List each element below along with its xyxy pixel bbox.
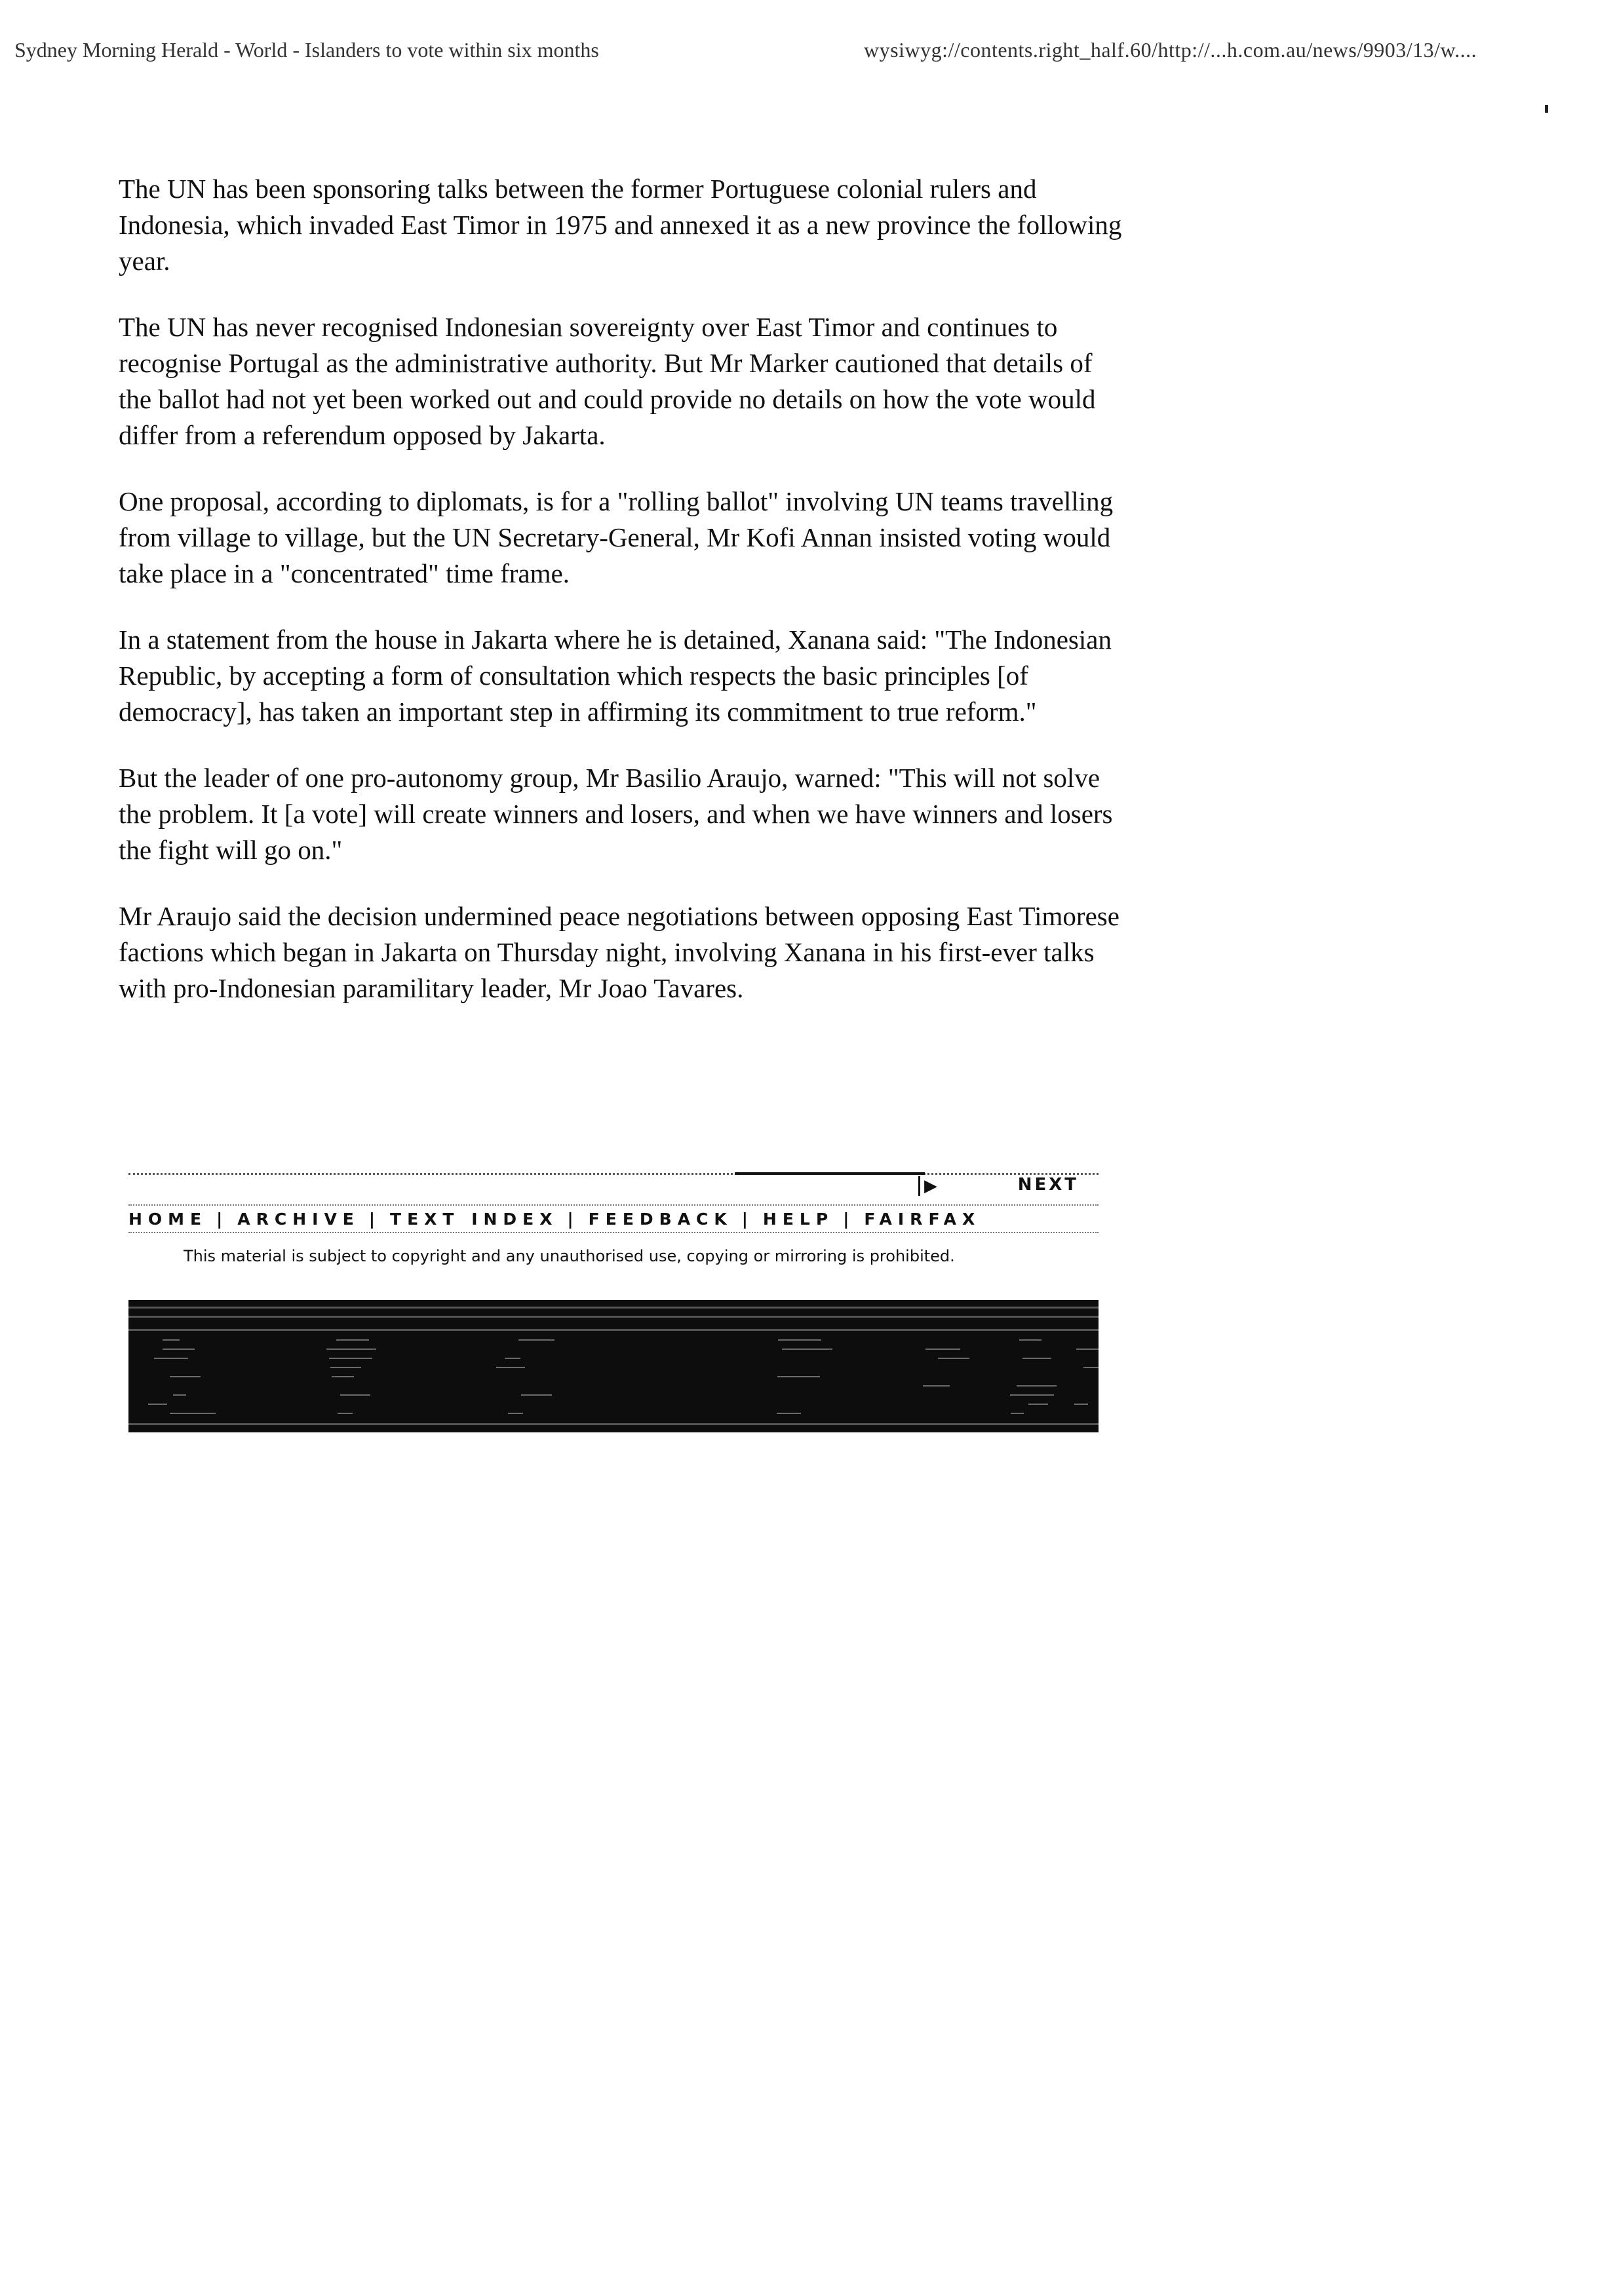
banner-fleck — [173, 1394, 186, 1396]
banner-fleck — [1011, 1413, 1024, 1414]
page-title: Sydney Morning Herald - World - Islanders to vote within six months — [14, 38, 599, 62]
banner-stripe — [128, 1423, 1099, 1425]
nav-separator: | — [567, 1209, 579, 1229]
banner-fleck — [518, 1339, 555, 1341]
banner-stripe — [128, 1329, 1099, 1331]
banner-fleck — [1022, 1358, 1051, 1359]
nav-separator: | — [843, 1209, 855, 1229]
nav-separator: | — [368, 1209, 381, 1229]
article-paragraph: In a statement from the house in Jakarta where he is detained, Xanana said: "The Indonesian Republic, by accepting a form of consultation which respects the basic principles [of democracy], has taken an important step in affirming its commitment to true reform." — [119, 624, 1112, 727]
article-paragraph: But the leader of one pro-autonomy group, Mr Basilio Araujo, warned: "This will not solve the problem. It [a vote] will create winners and losers, and when we have winners and losers the fight will go on." — [119, 763, 1113, 865]
banner-fleck — [777, 1413, 801, 1414]
article-body — [119, 171, 1128, 1037]
banner-fleck — [505, 1358, 520, 1359]
banner-fleck — [332, 1376, 354, 1377]
banner-fleck — [1019, 1339, 1041, 1341]
banner-fleck — [170, 1376, 201, 1377]
banner-fleck — [154, 1358, 188, 1359]
nav-text-index-link[interactable]: TEXT INDEX — [390, 1209, 558, 1229]
banner-fleck — [782, 1349, 832, 1350]
banner-fleck — [163, 1349, 195, 1350]
next-bar — [128, 1173, 1099, 1201]
footer-navigation — [128, 1173, 1099, 1238]
banner-fleck — [148, 1404, 167, 1405]
ad-banner[interactable] — [128, 1300, 1099, 1432]
nav-separator: | — [741, 1209, 754, 1229]
banner-stripe — [128, 1307, 1099, 1309]
nav-help-link[interactable]: HELP — [762, 1209, 834, 1229]
nav-fairfax-link[interactable]: FAIRFAX — [864, 1209, 981, 1229]
banner-fleck — [496, 1367, 525, 1368]
banner-fleck — [1010, 1394, 1054, 1396]
banner-fleck — [329, 1358, 372, 1359]
article-paragraph: The UN has been sponsoring talks between the former Portuguese colonial rulers and Indonesia, which invaded East Timor in 1975 and annexed it as a new province the following year. — [119, 174, 1122, 276]
article-paragraph: Mr Araujo said the decision undermined peace negotiations between opposing East Timorese factions which began in Jakarta on Thursday night, involving Xanana in his first-ever talks with pro-Indonesian paramilitary leader, Mr Joao Tavares. — [119, 901, 1119, 1003]
banner-fleck — [163, 1339, 180, 1341]
banner-fleck — [326, 1349, 376, 1350]
banner-fleck — [340, 1394, 370, 1396]
banner-fleck — [778, 1339, 821, 1341]
nav-home-link[interactable]: HOME — [128, 1209, 208, 1229]
play-arrow-icon[interactable]: ▶ — [918, 1176, 950, 1196]
next-link[interactable]: NEXT — [1017, 1175, 1079, 1195]
banner-fleck — [1028, 1404, 1048, 1405]
banner-fleck — [508, 1413, 523, 1414]
source-url: wysiwyg://contents.right_half.60/http://...h.com.au/news/9903/13/w.... — [864, 38, 1477, 62]
banner-fleck — [1083, 1367, 1099, 1368]
copyright-notice: This material is subject to copyright and any unauthorised use, copying or mirroring is prohibited. — [184, 1247, 955, 1265]
banner-fleck — [1074, 1404, 1088, 1405]
scan-speck — [1545, 105, 1548, 113]
progress-line — [735, 1172, 925, 1175]
banner-fleck — [938, 1358, 969, 1359]
banner-fleck — [1017, 1385, 1057, 1387]
banner-fleck — [338, 1413, 353, 1414]
banner-fleck — [925, 1349, 960, 1350]
banner-fleck — [170, 1413, 216, 1414]
banner-fleck — [1076, 1349, 1099, 1350]
nav-links — [128, 1204, 1099, 1233]
article-paragraph: The UN has never recognised Indonesian sovereignty over East Timor and continues to recognise Portugal as the administrative authority. But Mr Marker cautioned that details of the ballot had not yet been worked out and could provide no details on how the vote would differ from a referendum opposed by Jakarta. — [119, 312, 1096, 450]
banner-fleck — [521, 1394, 552, 1396]
banner-fleck — [336, 1339, 369, 1341]
nav-feedback-link[interactable]: FEEDBACK — [588, 1209, 733, 1229]
article-paragraph: One proposal, according to diplomats, is for a "rolling ballot" involving UN teams travelling from village to village, but the UN Secretary-General, Mr Kofi Annan insisted voting would take place in a "concentrated" time frame. — [119, 486, 1114, 588]
banner-fleck — [777, 1376, 820, 1377]
banner-fleck — [330, 1367, 361, 1368]
nav-archive-link[interactable]: ARCHIVE — [237, 1209, 360, 1229]
print-header — [0, 38, 1615, 77]
banner-fleck — [923, 1385, 950, 1387]
nav-separator: | — [216, 1209, 229, 1229]
banner-stripe — [128, 1316, 1099, 1318]
